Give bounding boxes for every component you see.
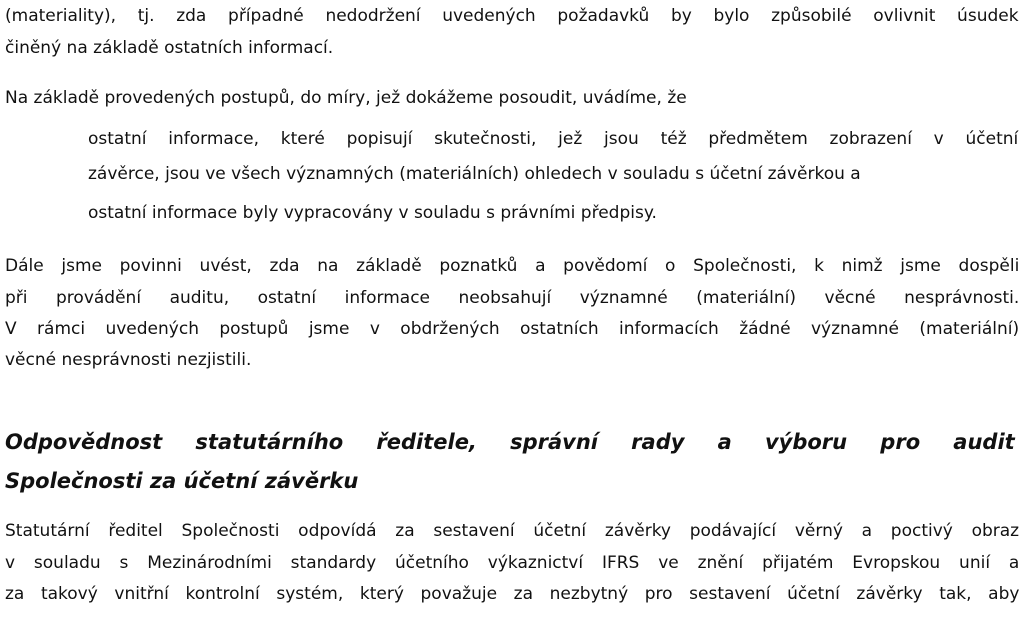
duty-line-2: při provádění auditu, ostatní informace neobsahují významné (materiální) věcné nesprávnosti. xyxy=(5,288,1020,308)
responsibility-line-3: za takový vnitřní kontrolní systém, který považuje za nezbytný pro sestavení účetní závěrky tak, aby xyxy=(5,584,1020,604)
list-item-1-line-2: závěrce, jsou ve všech významných (materiálních) ohledech v souladu s účetní závěrkou a xyxy=(88,164,861,184)
duty-line-3: V rámci uvedených postupů jsme v obdržených ostatních informacích žádné významné (materiální) xyxy=(5,319,1020,339)
list-item-1-line-1: ostatní informace, které popisují skutečnosti, jež jsou též předmětem zobrazení v účetní xyxy=(88,129,1019,149)
duty-line-1: Dále jsme povinni uvést, zda na základě poznatků a povědomí o Společnosti, k nimž jsme dospěli xyxy=(5,256,1020,276)
list-item-2-line-1: ostatní informace byly vypracovány v souladu s právními předpisy. xyxy=(88,203,657,223)
section-heading-line-1: Odpovědnost statutárního ředitele, správní rady a výboru pro audit xyxy=(5,430,1015,454)
duty-line-4: věcné nesprávnosti nezjistili. xyxy=(5,350,252,370)
procedures-line-1: Na základě provedených postupů, do míry, jež dokážeme posoudit, uvádíme, že xyxy=(5,88,687,108)
section-heading-line-2: Společnosti za účetní závěrku xyxy=(5,469,359,493)
intro-line-1: (materiality), tj. zda případné nedodržení uvedených požadavků by bylo způsobilé ovlivnit úsudek xyxy=(5,6,1019,26)
responsibility-line-1: Statutární ředitel Společnosti odpovídá za sestavení účetní závěrky podávající věrný a poctivý obraz xyxy=(5,521,1020,541)
intro-line-2: činěný na základě ostatních informací. xyxy=(5,38,334,58)
responsibility-line-2: v souladu s Mezinárodními standardy účetního výkaznictví IFRS ve znění přijatém Evropskou unií a xyxy=(5,553,1020,573)
